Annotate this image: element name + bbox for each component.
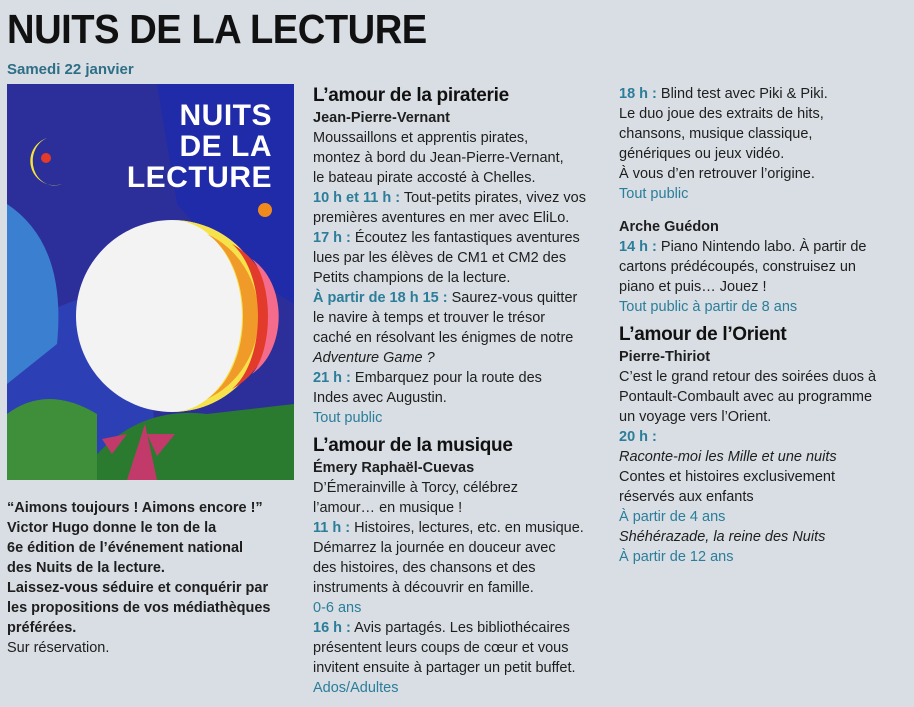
event-text: Adventure Game ? [313, 350, 435, 366]
event-item [313, 368, 613, 388]
event-time: 16 h : [313, 620, 351, 636]
show-title: Shéhérazade, la reine des Nuits [619, 529, 826, 545]
event-date: Samedi 22 janvier [7, 61, 134, 78]
event-text: génériques ou jeux vidéo. [619, 146, 785, 162]
audience-label: À partir de 4 ans [619, 509, 726, 525]
section-title-orient: L’amour de l’Orient [619, 324, 787, 345]
event-item [313, 618, 613, 638]
description-line: un voyage vers l’Orient. [619, 409, 772, 425]
event-text: Tout-petits pirates, vivez vos [400, 190, 586, 206]
column-middle [313, 84, 613, 698]
event-text: Piano Nintendo labo. À partir de [656, 239, 867, 255]
event-text: réservés aux enfants [619, 489, 754, 505]
event-item [313, 518, 613, 538]
event-time: 10 h et 11 h : [313, 190, 401, 206]
description-line: le bateau pirate accosté à Chelles. [313, 170, 536, 186]
event-time: 14 h : [619, 239, 657, 255]
audience-label: Ados/Adultes [313, 680, 399, 696]
event-text: Contes et histoires exclusivement [619, 469, 835, 485]
intro-line: “Aimons toujours ! Aimons encore !” [7, 500, 263, 516]
venue-name: Émery Raphaël-Cuevas [313, 460, 475, 476]
venue-name: Jean-Pierre-Vernant [313, 110, 451, 126]
event-text: présentent leurs coups de cœur et vous [313, 640, 569, 656]
venue-name: Pierre-Thiriot [619, 349, 711, 365]
event-text: Écoutez les fantastiques aventures [350, 230, 580, 246]
event-item [619, 84, 911, 104]
event-text: Avis partagés. Les bibliothécaires [350, 620, 570, 636]
description-line: D’Émerainville à Torcy, célébrez [313, 480, 518, 496]
event-text: premières aventures en mer avec EliLo. [313, 210, 570, 226]
event-text: Petits champions de la lecture. [313, 270, 511, 286]
event-text: Blind test avec Piki & Piki. [656, 86, 828, 102]
event-time: 18 h : [619, 86, 657, 102]
event-time: À partir de 18 h 15 : [313, 290, 448, 306]
event-time: 11 h : [313, 520, 351, 536]
column-right [619, 84, 911, 567]
description-line: l’amour… en musique ! [313, 500, 463, 516]
event-item [313, 288, 613, 308]
description-line: montez à bord du Jean-Pierre-Vernant, [313, 150, 564, 166]
event-text: cartons prédécoupés, construisez un [619, 259, 856, 275]
section-title-musique: L’amour de la musique [313, 435, 513, 456]
event-text: Démarrez la journée en douceur avec [313, 540, 556, 556]
show-title: Raconte-moi les Mille et une nuits [619, 449, 837, 465]
event-text: Embarquez pour la route des [350, 370, 542, 386]
event-item [619, 237, 911, 257]
event-text: Saurez-vous quitter [447, 290, 578, 306]
poster-image [7, 84, 294, 480]
intro-line: les propositions de vos médiathèques [7, 600, 271, 616]
reservation-note: Sur réservation. [7, 640, 110, 656]
audience-label: 0-6 ans [313, 600, 362, 616]
audience-label: Tout public à partir de 8 ans [619, 299, 798, 315]
poster-title-line: LECTURE [126, 161, 272, 194]
event-text: chansons, musique classique, [619, 126, 813, 142]
event-time: 20 h : [619, 429, 657, 445]
event-text: Le duo joue des extraits de hits, [619, 106, 824, 122]
event-item [313, 188, 613, 208]
intro-line: des Nuits de la lecture. [7, 560, 165, 576]
page-title: NUITS DE LA LECTURE [7, 6, 427, 52]
event-text: Indes avec Augustin. [313, 390, 447, 406]
event-text: invitent ensuite à partager un petit buffet. [313, 660, 576, 676]
intro-line: Victor Hugo donne le ton de la [7, 520, 217, 536]
event-time: 21 h : [313, 370, 351, 386]
event-time: 17 h : [313, 230, 351, 246]
venue-name: Arche Guédon [619, 219, 719, 235]
intro-line: préférées. [7, 620, 77, 636]
poster-title-line: NUITS [179, 99, 272, 132]
intro-block [7, 498, 297, 658]
intro-line: 6e édition de l’événement national [7, 540, 244, 556]
poster-title-line: DE LA [179, 130, 272, 163]
event-text: À vous d’en retrouver l’origine. [619, 166, 815, 182]
section-title-piraterie: L’amour de la piraterie [313, 85, 509, 106]
event-text: le navire à temps et trouver le trésor [313, 310, 546, 326]
intro-line: Laissez-vous séduire et conquérir par [7, 580, 269, 596]
event-text: instruments à découvrir en famille. [313, 580, 534, 596]
audience-label: Tout public [619, 186, 689, 202]
audience-label: Tout public [313, 410, 383, 426]
event-item [313, 228, 613, 248]
event-text: caché en résolvant les énigmes de notre [313, 330, 574, 346]
description-line: C’est le grand retour des soirées duos à [619, 369, 877, 385]
description-line: Moussaillons et apprentis pirates, [313, 130, 529, 146]
audience-label: À partir de 12 ans [619, 549, 734, 565]
poster-title [127, 100, 272, 193]
event-text: Histoires, lectures, etc. en musique. [350, 520, 584, 536]
event-text: des histoires, des chansons et des [313, 560, 536, 576]
event-text: lues par les élèves de CM1 et CM2 des [313, 250, 567, 266]
event-text: piano et puis… Jouez ! [619, 279, 767, 295]
description-line: Pontault-Combault avec au programme [619, 389, 873, 405]
